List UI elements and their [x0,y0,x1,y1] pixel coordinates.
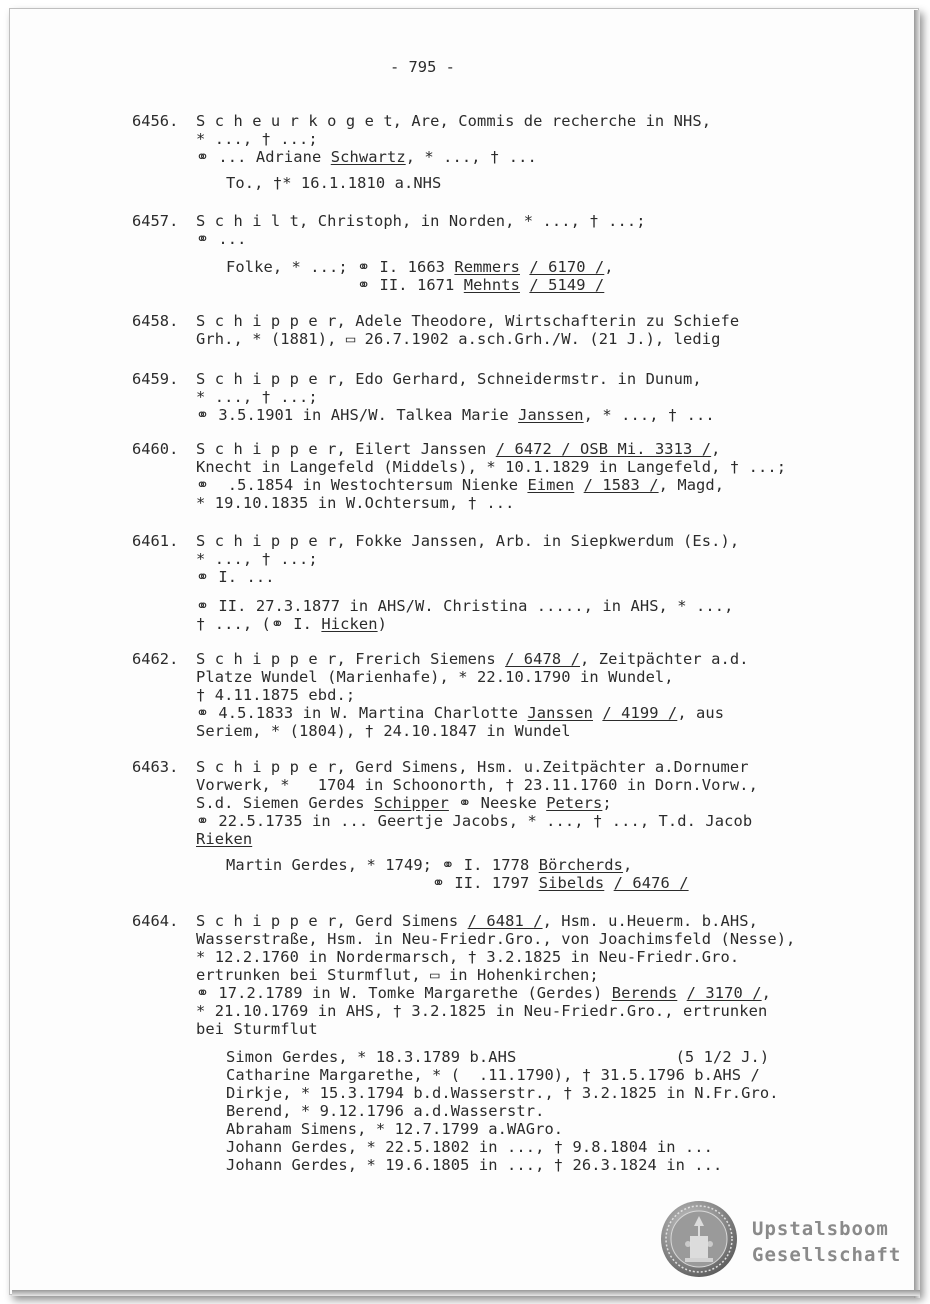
text-segment: Folke, * ...; ⚭ I. 1663 [226,258,455,276]
text-segment: Berend, * 9.12.1796 a.d.Wasserstr. [226,1102,545,1120]
text-segment: ⚭ ... [196,230,247,248]
text-segment: S c h i l t, Christoph, in Norden, * ..., † ...; [196,212,646,230]
entry-line [226,276,604,294]
entry-number: 6458. [132,312,179,330]
entry-line [196,532,739,550]
text-segment: ⚭ Neeske [448,794,547,812]
entry-line [196,984,771,1002]
text-segment: ⚭ 4.5.1833 in W. Martina Charlotte [196,704,528,722]
entry-line [196,568,275,586]
entry-line [196,615,387,633]
text-segment: S c h i p p e r, Adele Theodore, Wirtschafterin zu Schiefe [196,312,740,330]
text-segment: Catharine Margarethe, * ( .11.1790), † 31.5.1796 b.AHS / [226,1066,760,1084]
text-segment: Johann Gerdes, * 19.6.1805 in ..., † 26.3.1824 in ... [226,1156,723,1174]
entry-line [196,230,246,248]
text-segment: * ..., † ...; [196,550,318,568]
text-segment: ⚭ 3.5.1901 in AHS/W. Talkea Marie [196,406,519,424]
text-segment: Simon Gerdes, * 18.3.1789 b.AHS (5 1/2 J.) [226,1048,770,1066]
cross-reference: Sibelds [538,874,605,892]
entry-line [196,476,724,494]
text-segment: S c h i p p e r, Gerd Simens [196,912,468,930]
entry-line [226,1084,779,1102]
text-segment: ⚭ 17.2.1789 in W. Tomke Margarethe (Gerdes) [196,984,612,1002]
entry-line [196,1002,767,1020]
entry-line [196,458,786,476]
entry-number: 6459. [132,370,179,388]
entry-line [196,830,252,848]
cross-reference: / 6476 / [613,874,689,892]
text-segment: ⚭ II. 1671 [226,276,464,294]
entry-line [226,856,632,874]
text-segment: , [604,258,614,276]
entry-line [196,440,721,458]
text-segment: Vorwerk, * 1704 in Schoonorth, † 23.11.1760 in Dorn.Vorw., [196,776,758,794]
cross-reference: Mehnts [463,276,520,294]
entry-line [196,912,758,930]
page-number: - 795 - [390,58,455,76]
entry-line [196,597,734,615]
entry-line [196,330,721,348]
text-segment: , * ..., † ... [583,406,715,424]
text-segment: , Hsm. u.Heuerm. b.AHS, [542,912,758,930]
cross-reference: Eimen [527,476,575,494]
text-segment: S c h i p p e r, Frerich Siemens [196,650,506,668]
entry-line [226,258,614,276]
text-segment: * 21.10.1769 in AHS, † 3.2.1825 in Neu-Friedr.Gro., ertrunken [196,1002,768,1020]
text-segment: , aus [677,704,725,722]
text-segment: * ..., † ...; [196,388,318,406]
entry-line [196,130,318,148]
text-segment: , * ..., † ... [405,148,537,166]
text-segment: Dirkje, * 15.3.1794 b.d.Wasserstr., † 3.2.1825 in N.Fr.Gro. [226,1084,779,1102]
text-segment: S.d. Siemen Gerdes [196,794,374,812]
cross-reference: Janssen [518,406,584,424]
cross-reference: / 3170 / [686,984,762,1002]
text-segment: ⚭ II. 1797 [226,874,539,892]
entry-line [226,1156,722,1174]
cross-reference: Hicken [321,615,378,633]
entry-line [196,966,599,984]
entry-line [196,388,318,406]
text-segment [593,704,602,722]
text-segment: Johann Gerdes, * 22.5.1802 in ..., † 9.8.1804 in ... [226,1138,714,1156]
entry-line [226,874,689,892]
entry-line [196,722,571,740]
page-shadow-bottom [12,1290,920,1296]
text-segment: Knecht in Langefeld (Middels), * 10.1.1829 in Langefeld, † ...; [196,458,787,476]
text-segment: ; [602,794,612,812]
entry-line [196,650,749,668]
text-segment: Seriem, * (1804), † 24.10.1847 in Wundel [196,722,571,740]
text-segment: Wasserstraße, Hsm. in Neu-Friedr.Gro., von Joachimsfeld (Nesse), [196,930,796,948]
text-segment: Martin Gerdes, * 1749; ⚭ I. 1778 [226,856,539,874]
text-segment: , Zeitpächter a.d. [580,650,749,668]
entry-line [196,112,711,130]
text-segment: , [761,984,771,1002]
text-segment: Platze Wundel (Marienhafe), * 22.10.1790 in Wundel, [196,668,674,686]
entry-line [226,1048,769,1066]
entry-line [226,1066,760,1084]
cross-reference: / 5149 / [529,276,605,294]
entry-line [196,370,702,388]
entry-line [196,148,537,166]
entry-line [196,494,514,512]
text-segment: S c h i p p e r, Edo Gerhard, Schneidermstr. in Dunum, [196,370,702,388]
cross-reference: Remmers [454,258,520,276]
text-segment: * 19.10.1835 in W.Ochtersum, † ... [196,494,515,512]
brand-watermark [752,1216,901,1268]
cross-reference: / 4199 / [602,704,678,722]
cross-reference: Berends [611,984,678,1002]
text-segment: Abraham Simens, * 12.7.1799 a.WAGro. [226,1120,564,1138]
entry-line [196,1020,318,1038]
entry-line [226,1120,563,1138]
entry-line [196,812,752,830]
text-segment: ⚭ II. 27.3.1877 in AHS/W. Christina ....., in AHS, * ..., [196,597,734,615]
entry-line [226,174,441,192]
cross-reference: / 6481 / [467,912,543,930]
text-segment [677,984,686,1002]
entry-number: 6457. [132,212,179,230]
entry-line [196,550,318,568]
entry-line [196,406,715,424]
cross-reference: Peters [546,794,603,812]
entry-number: 6462. [132,650,179,668]
cross-reference: Rieken [196,830,253,848]
text-segment: ertrunken bei Sturmflut, ▭ in Hohenkirchen; [196,966,599,984]
entry-line [196,212,646,230]
brand-line-2: Gesellschaft [752,1244,902,1266]
entry-number: 6464. [132,912,179,930]
entry-line [196,312,739,330]
text-segment: ⚭ I. ... [196,568,275,586]
text-segment: Grh., * (1881), ▭ 26.7.1902 a.sch.Grh./W. (21 J.), ledig [196,330,721,348]
entry-number: 6463. [132,758,179,776]
upstalsboom-seal-icon [660,1200,738,1278]
cross-reference: / 6478 / [505,650,581,668]
text-segment: † 4.11.1875 ebd.; [196,686,356,704]
text-segment: † ..., (⚭ I. [196,615,322,633]
entry-line [196,948,739,966]
text-segment: S c h e u r k o g e t, Are, Commis de recherche in NHS, [196,112,712,130]
text-segment: S c h i p p e r, Fokke Janssen, Arb. in Siepkwerdum (Es.), [196,532,740,550]
text-segment: , [623,856,633,874]
text-segment [574,476,583,494]
entry-line [226,1102,544,1120]
text-segment: ⚭ .5.1854 in Westochtersum Nienke [196,476,528,494]
text-segment: ) [377,615,387,633]
text-segment [520,258,529,276]
cross-reference: / 6170 / [529,258,605,276]
entry-line [226,1138,713,1156]
text-segment: * 12.2.1760 in Nordermarsch, † 3.2.1825 in Neu-Friedr.Gro. [196,948,740,966]
cross-reference: Janssen [527,704,593,722]
text-segment: , [711,440,721,458]
text-segment: ⚭ ... Adriane [196,148,331,166]
entry-line [196,704,724,722]
text-segment: S c h i p p e r, Eilert Janssen [196,440,496,458]
text-segment: S c h i p p e r, Gerd Simens, Hsm. u.Zeitpächter a.Dornumer [196,758,749,776]
text-segment: ⚭ 22.5.1735 in ... Geertje Jacobs, * ..., † ..., T.d. Jacob [196,812,753,830]
entry-number: 6456. [132,112,179,130]
text-segment: To., †* 16.1.1810 a.NHS [226,174,442,192]
cross-reference: Börcherds [538,856,624,874]
cross-reference: Schipper [373,794,449,812]
text-segment [604,874,613,892]
cross-reference: Schwartz [330,148,406,166]
entry-number: 6460. [132,440,179,458]
entry-line [196,794,612,812]
brand-line-1: Upstalsboom [752,1218,889,1240]
entry-line [196,776,758,794]
cross-reference: / 1583 / [583,476,659,494]
text-segment: * ..., † ...; [196,130,318,148]
entry-line [196,758,749,776]
entry-line [196,668,674,686]
entry-line [196,930,795,948]
entry-line [196,686,355,704]
text-segment: bei Sturmflut [196,1020,318,1038]
text-segment [520,276,529,294]
entry-number: 6461. [132,532,179,550]
page-shadow-right [914,10,920,1298]
text-segment: , Magd, [658,476,725,494]
cross-reference: / 6472 / OSB Mi. 3313 / [495,440,712,458]
